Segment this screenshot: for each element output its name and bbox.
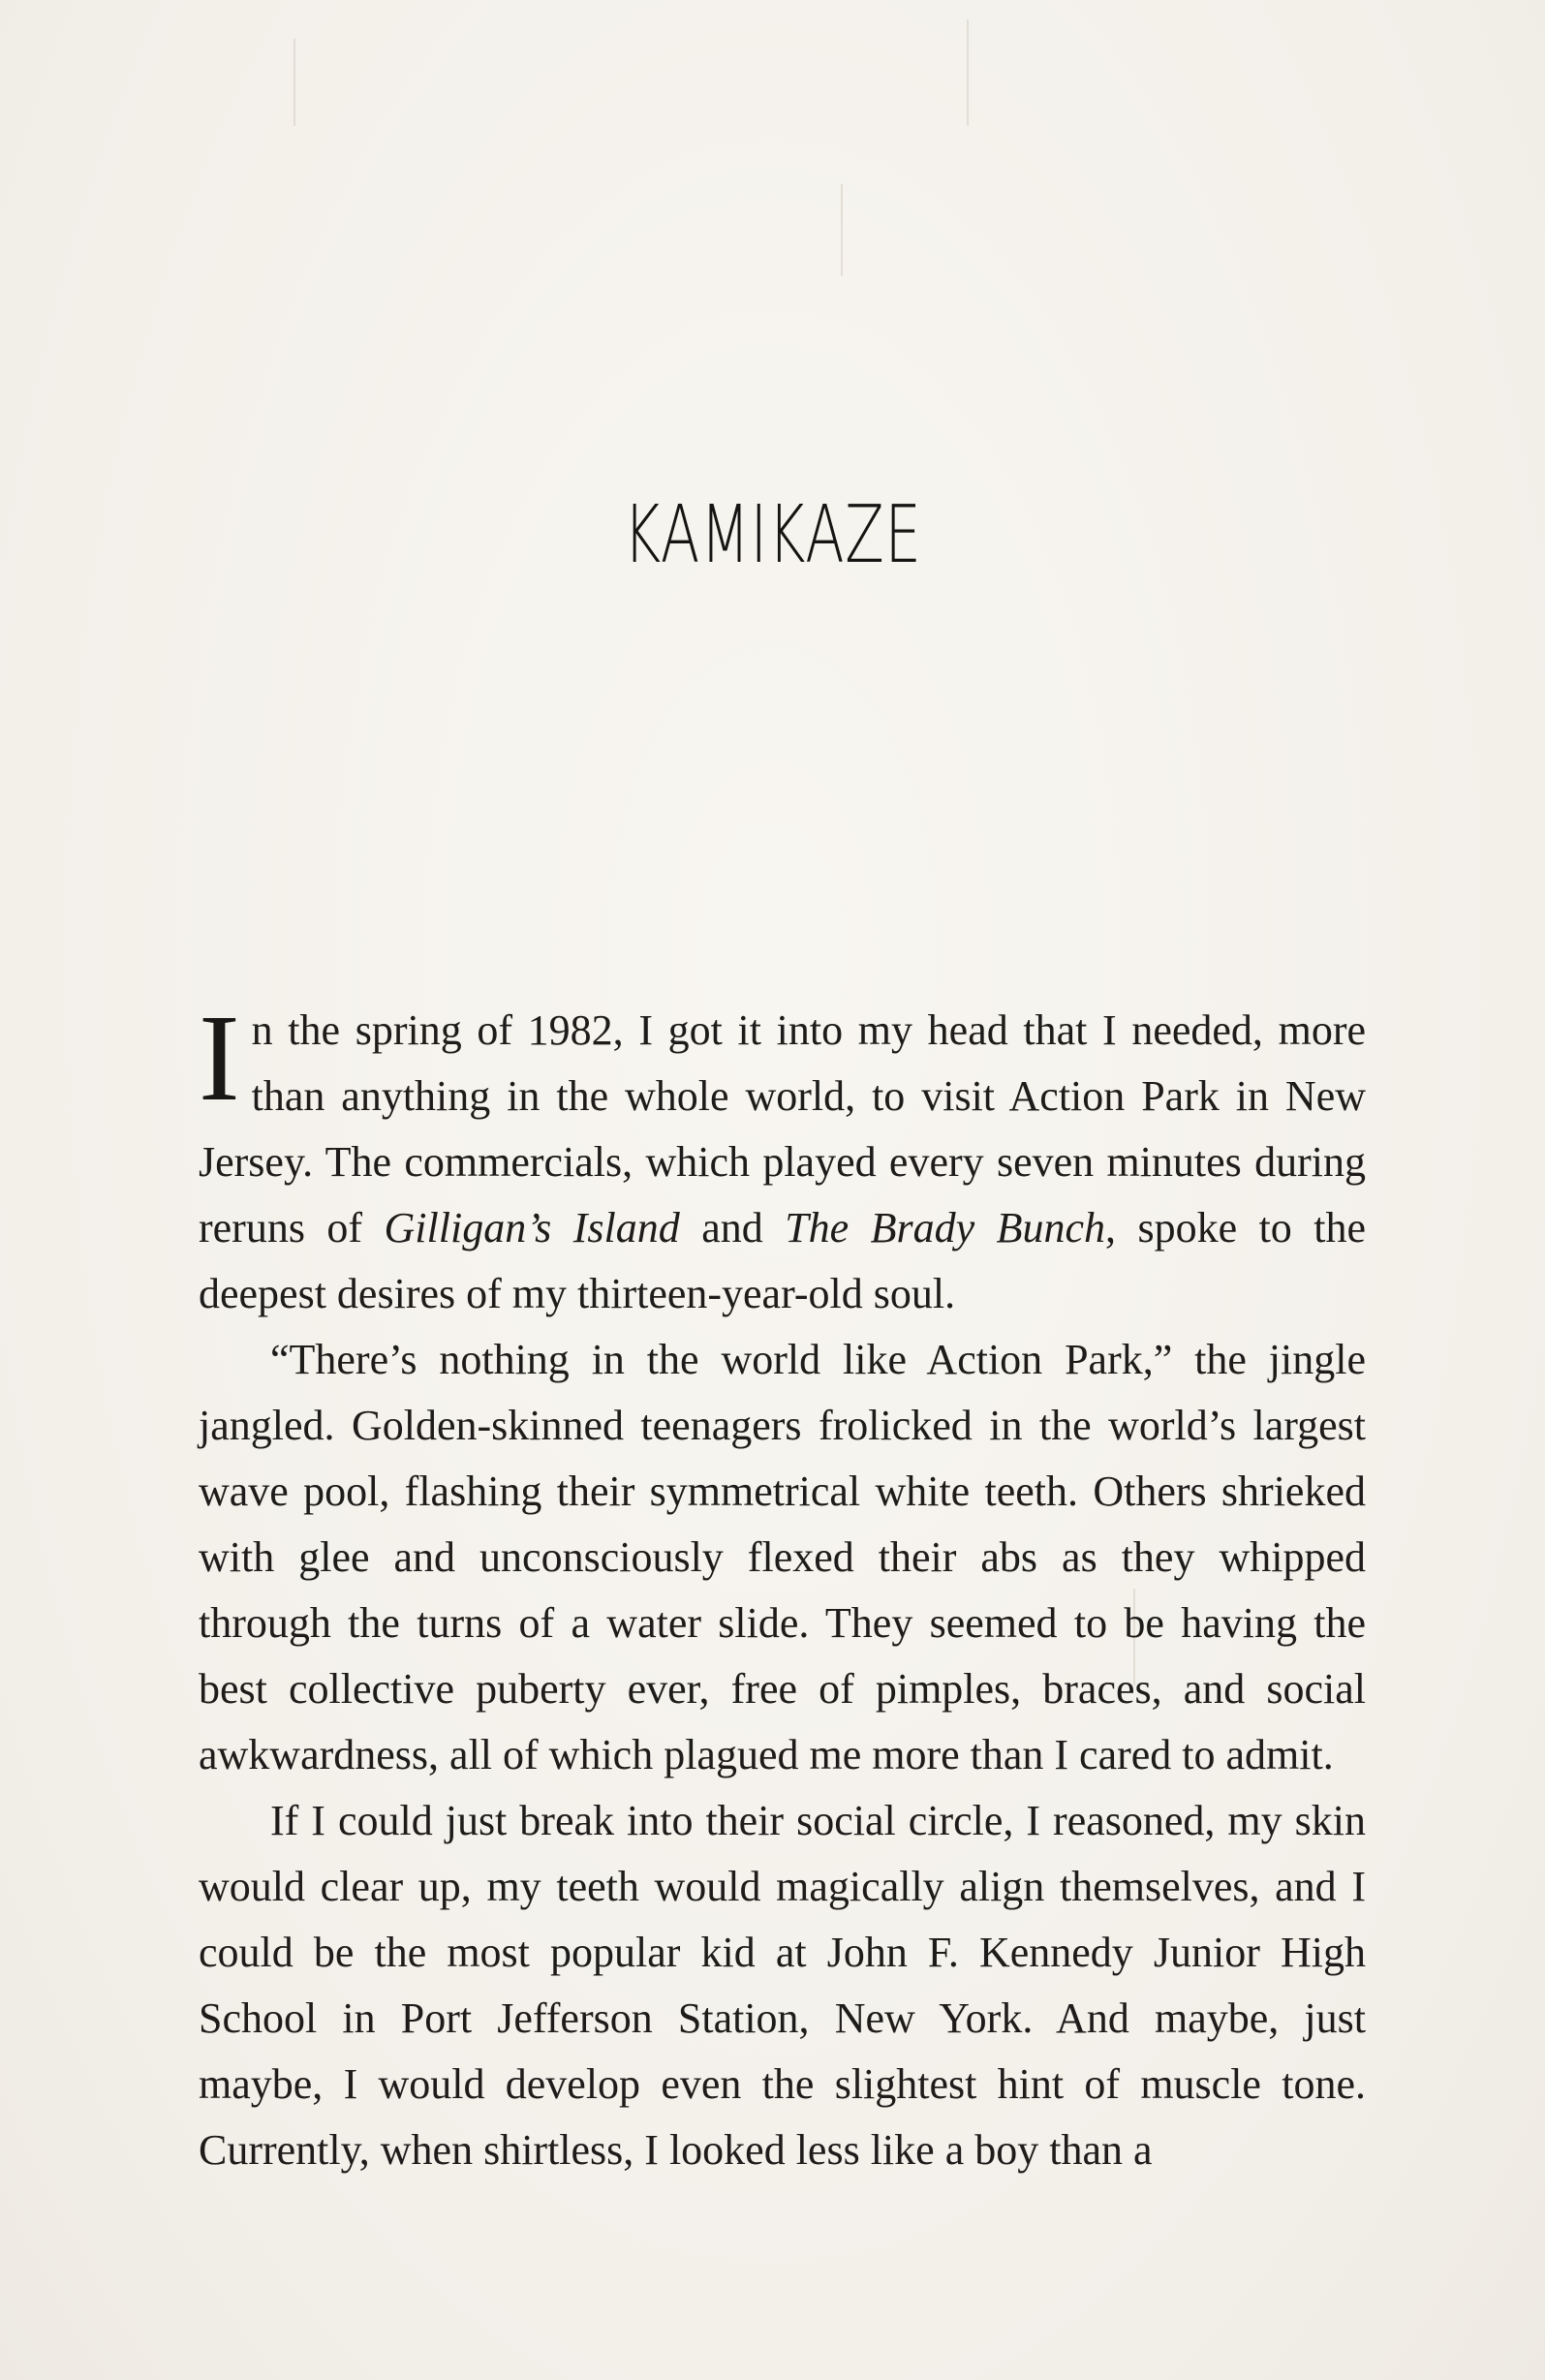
text-run: If I could just break into their social circle, I reasoned, my skin would clear up, my teeth would magically align themselves, and I could be the most popular kid at John F. Kennedy Junior High School in Port Jefferson Station, New York. And maybe, just maybe, I would develop even the slightest hint of muscle tone. Currently, when shirtless, I looked less like a boy than a: [199, 1797, 1366, 2174]
paragraph: [199, 1788, 1366, 2183]
italic-title: The Brady Bunch: [785, 1204, 1106, 1252]
scan-mark: [967, 19, 969, 126]
chapter-title: KAMIKAZE: [623, 489, 922, 581]
text-run: , spoke to the deepest desires of my thirteen-year-old soul.: [199, 1204, 1367, 1317]
drop-cap: I: [199, 989, 240, 1127]
scan-mark: [841, 184, 843, 276]
text-run: n the spring of 1982, I got it into my head that I needed, more than anything in the whole world, to visit Action Park in New Jersey. The commercials, which played every seven minutes during reruns of: [199, 1006, 1366, 1252]
scan-mark: [294, 39, 295, 126]
text-run: “There’s nothing in the world like Action Park,” the jingle jangled. Golden-skinned teenagers frolicked in the world’s largest wave pool, flashing their symmetrical white teeth. Others shrieked with glee and unconsciously flexed their abs as they whipped through the turns of a water slide. They seemed to be having the best collective puberty ever, free of pimples, braces, and social awkwardness, all of which plagued me more than I cared to admit.: [199, 1336, 1366, 1778]
paragraph: [199, 1327, 1366, 1788]
text-run: and: [679, 1204, 786, 1252]
paragraph: [199, 989, 1367, 1327]
body-text: [199, 989, 1367, 2183]
italic-title: Gilligan’s Island: [384, 1204, 680, 1252]
